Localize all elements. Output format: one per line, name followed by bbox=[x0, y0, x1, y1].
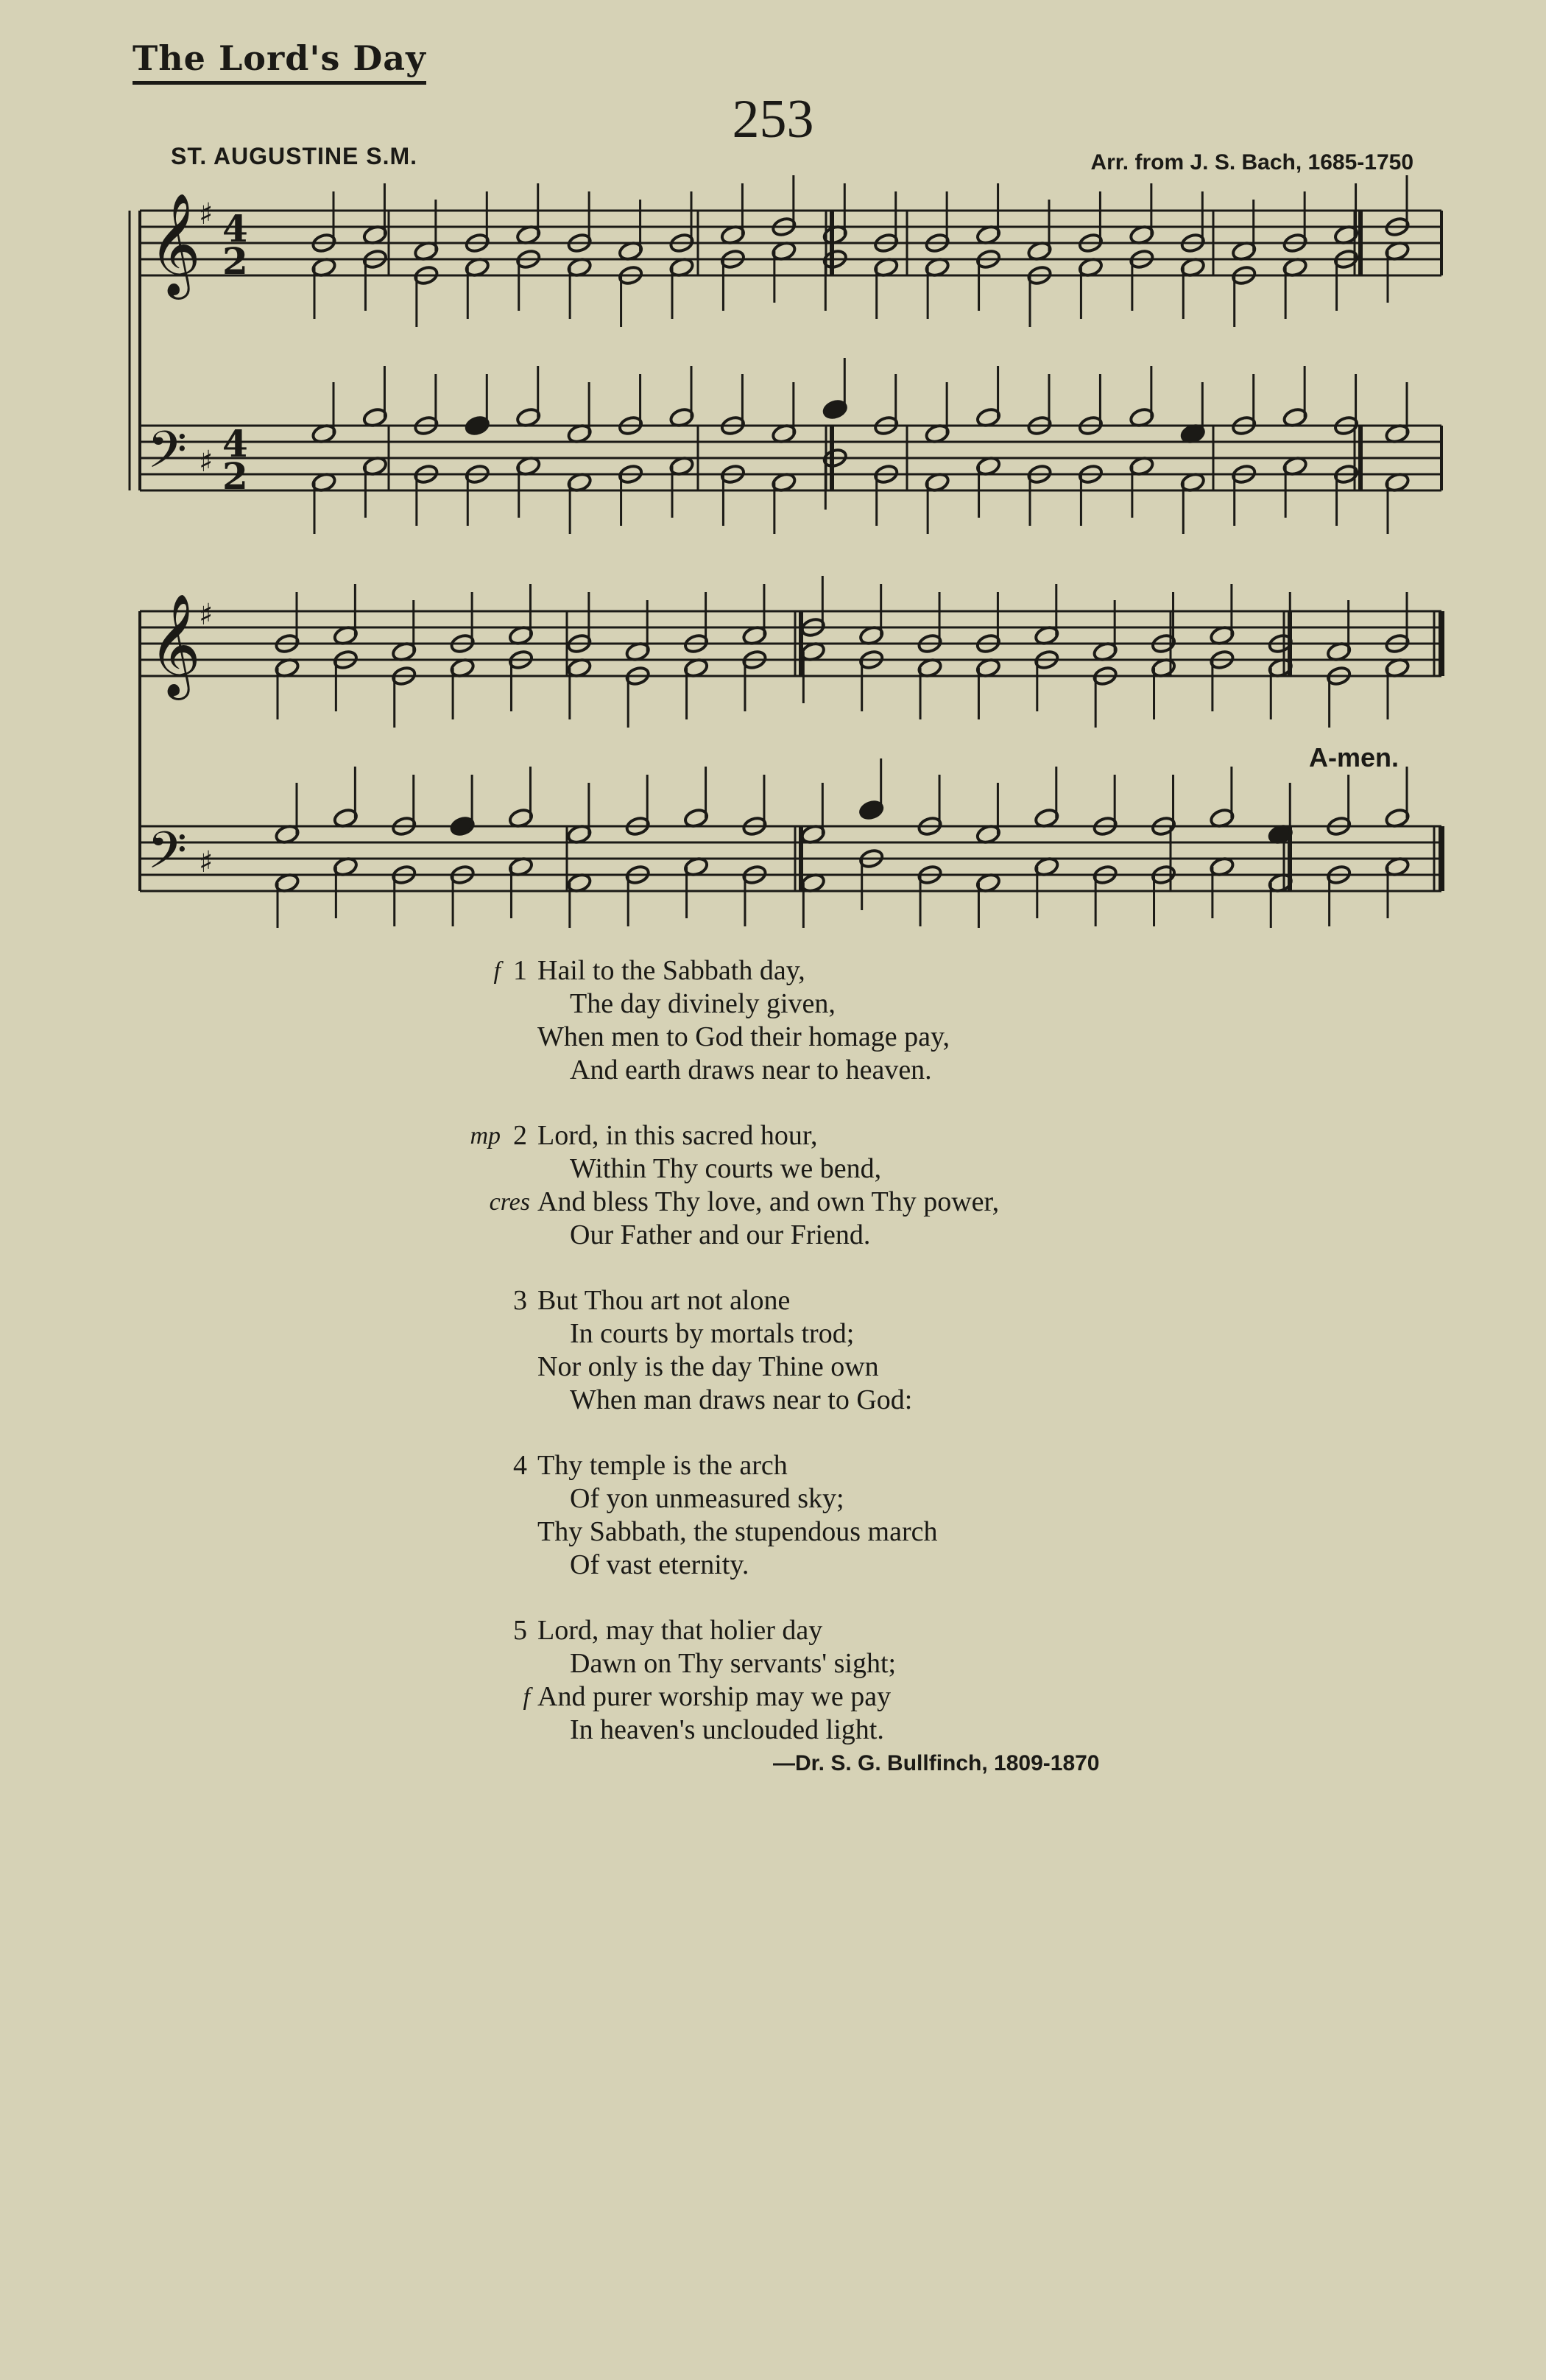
verse-text: And bless Thy love, and own Thy power, bbox=[537, 1186, 1000, 1217]
time-signature-top: 4 bbox=[222, 207, 248, 250]
verse-line bbox=[0, 1186, 1546, 1219]
verse-2 bbox=[0, 1119, 1546, 1252]
verse-5 bbox=[0, 1614, 1546, 1747]
verses bbox=[0, 954, 1546, 1779]
sharp-icon: ♯ bbox=[199, 445, 213, 479]
verse-line bbox=[0, 1714, 1546, 1747]
verse-line bbox=[0, 1351, 1546, 1384]
treble-clef-icon: 𝄞 bbox=[149, 594, 201, 696]
verse-text: Dawn on Thy servants' sight; bbox=[570, 1648, 897, 1679]
verse-text: And earth draws near to heaven. bbox=[570, 1055, 932, 1085]
verse-line bbox=[0, 1054, 1546, 1087]
verse-text: Thy temple is the arch bbox=[537, 1450, 788, 1481]
bass-clef-icon: 𝄢 bbox=[147, 820, 188, 892]
verse-line bbox=[0, 1680, 1546, 1714]
time-signature-bottom: 2 bbox=[222, 454, 248, 498]
verse-3 bbox=[0, 1284, 1546, 1417]
verse-text: And purer worship may we pay bbox=[537, 1681, 892, 1712]
verse-text: Our Father and our Friend. bbox=[570, 1219, 871, 1250]
verse-text: The day divinely given, bbox=[570, 988, 836, 1019]
dynamic-marking: f bbox=[493, 957, 501, 985]
verse-line bbox=[0, 1384, 1546, 1417]
verse-text: Of vast eternity. bbox=[570, 1549, 749, 1580]
time-signature-bottom: 2 bbox=[222, 239, 248, 283]
sharp-icon: ♯ bbox=[199, 598, 213, 632]
verse-line bbox=[0, 1119, 1546, 1152]
verse-line bbox=[0, 1482, 1546, 1515]
bass-clef-icon: 𝄢 bbox=[147, 420, 188, 492]
verse-text: In courts by mortals trod; bbox=[570, 1318, 855, 1349]
music-score bbox=[0, 0, 1546, 928]
time-signature-top: 4 bbox=[222, 422, 248, 465]
verse-text: Lord, may that holier day bbox=[537, 1615, 823, 1646]
verse-text: Nor only is the day Thine own bbox=[537, 1351, 879, 1382]
amen-lyric: A-men. bbox=[1309, 742, 1399, 772]
verse-number: 4 bbox=[513, 1450, 527, 1481]
verse-text: Within Thy courts we bend, bbox=[570, 1153, 882, 1184]
verse-line bbox=[0, 1549, 1546, 1582]
verse-text: Hail to the Sabbath day, bbox=[537, 955, 805, 986]
verse-line bbox=[0, 1449, 1546, 1482]
verse-number: 3 bbox=[513, 1285, 527, 1316]
verse-line bbox=[0, 1515, 1546, 1549]
verse-line bbox=[0, 1614, 1546, 1647]
tune-name: ST. AUGUSTINE S.M. bbox=[171, 143, 418, 169]
verse-number: 5 bbox=[513, 1615, 527, 1646]
verse-line bbox=[0, 1021, 1546, 1054]
dynamic-marking: cres bbox=[489, 1189, 530, 1216]
dynamic-marking: mp bbox=[470, 1122, 501, 1149]
verse-text: Thy Sabbath, the stupendous march bbox=[537, 1516, 938, 1547]
verse-line bbox=[0, 987, 1546, 1021]
verse-number: 1 bbox=[513, 955, 527, 986]
verse-line bbox=[0, 1284, 1546, 1317]
sharp-icon: ♯ bbox=[199, 197, 213, 231]
verse-4 bbox=[0, 1449, 1546, 1582]
verse-line bbox=[0, 954, 1546, 987]
verse-text: When man draws near to God: bbox=[570, 1384, 913, 1415]
sharp-icon: ♯ bbox=[199, 845, 213, 879]
verse-number: 2 bbox=[513, 1120, 527, 1151]
hymn-number: 253 bbox=[732, 89, 814, 149]
verse-text: Of yon unmeasured sky; bbox=[570, 1483, 844, 1514]
author-credit: —Dr. S. G. Bullfinch, 1809-1870 bbox=[773, 1751, 1100, 1775]
verse-line bbox=[0, 1219, 1546, 1252]
verse-text: When men to God their homage pay, bbox=[537, 1021, 950, 1052]
verse-text: Lord, in this sacred hour, bbox=[537, 1120, 818, 1151]
verse-1 bbox=[0, 954, 1546, 1087]
verse-line bbox=[0, 1317, 1546, 1351]
verse-line bbox=[0, 1647, 1546, 1680]
section-header: The Lord's Day bbox=[133, 38, 426, 85]
treble-clef-icon: 𝄞 bbox=[149, 193, 201, 295]
verse-line bbox=[0, 1152, 1546, 1186]
verse-text: In heaven's unclouded light. bbox=[570, 1714, 884, 1745]
composer-credit: Arr. from J. S. Bach, 1685-1750 bbox=[1090, 150, 1413, 175]
verse-text: But Thou art not alone bbox=[537, 1285, 791, 1316]
dynamic-marking: f bbox=[523, 1683, 530, 1711]
